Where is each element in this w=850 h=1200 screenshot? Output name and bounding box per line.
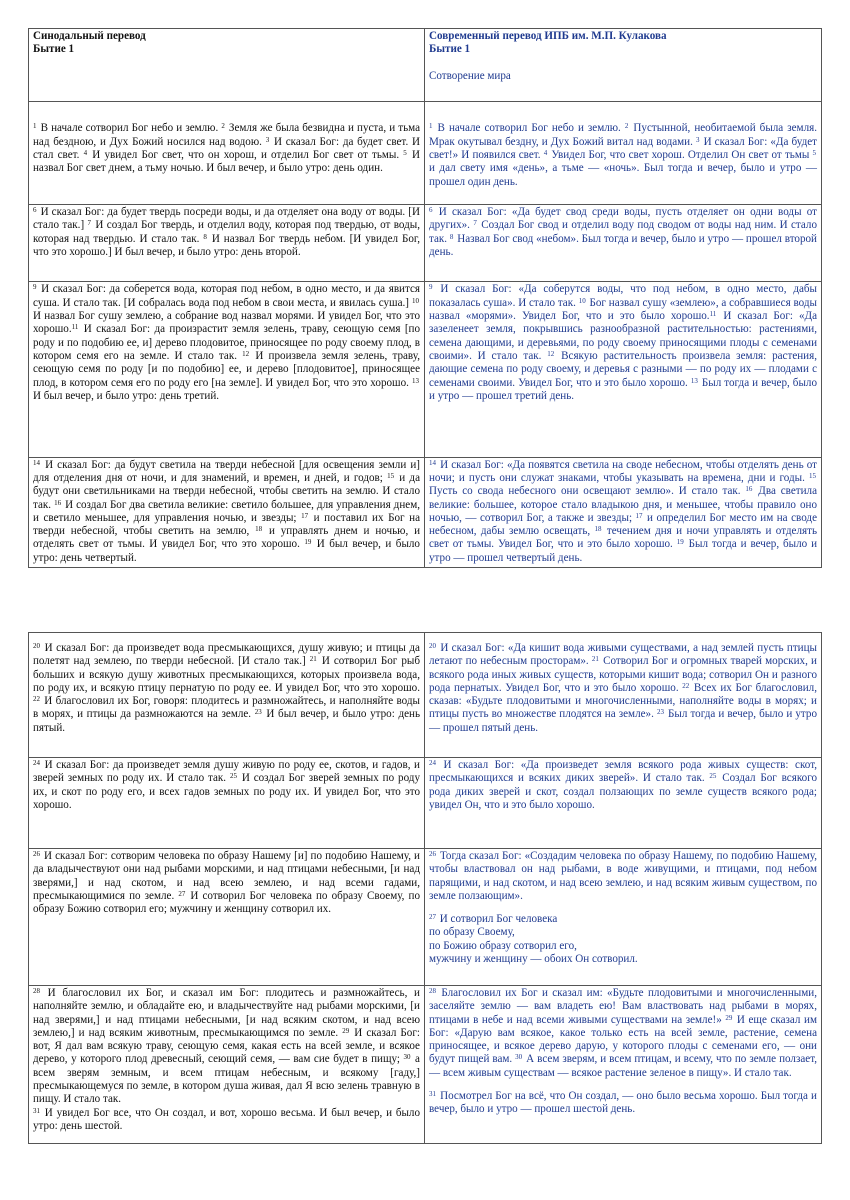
verse-text: Пустынной, необитаемой была земля. Мрак окутывал бездну, и Дух Божий витал над водами. [429,122,817,148]
verse-number: 25 [709,772,717,781]
verse-text: И сотворил Бог рыб больших и всякую душу животных пресмыкающихся, которых произвела вода, по роду их, и всякую птицу пернатую по роду ее. И увидел Бог, что это хорошо. [33,655,420,694]
synodal-verse-paragraph [33,459,420,565]
synodal-header-cell [29,29,425,101]
verse-text: Всякую растительность произвела земля: растения, дающие семена по роду своему, и деревья с разными — по роду их — плодами с семенами своими. Увидел Бог, что и это было хорошо. [429,349,817,389]
comparison-table-page-2 [28,632,822,1144]
verse-number: 14 [429,458,436,467]
verse-text: течением дня и ночи управлять и отделять свет от тьмы. Увидел Бог, что и это было хорошо. [429,525,818,551]
verse-number: 10 [412,296,419,305]
verse-number: 14 [33,458,40,467]
synodal-cell [29,986,425,1143]
verse-number: 4 [83,149,88,157]
verse-text: Благословил их Бог и сказал им: «Будьте плодовитыми и многочисленными, заселяйте землю — вам владеть ею! Вам властвовать над рыбами в морях, птицами в небе и над всеми живыми существами на земле!» [429,987,817,1026]
verse-number: 12 [242,349,250,358]
verse-text: И был вечер, и было утро: день пятый. [33,708,421,734]
synodal-cell [29,758,425,848]
verse-number: 25 [229,772,237,781]
modern-verse-paragraph [429,206,817,259]
verse-text: Земля же была безвидна и пуста, и тьма над бездною, и Дух Божий носился над водою. [33,122,420,148]
verse-text: И сказал Бог: «Да зазеленеет земля, покрывшись разнообразной растительностью: растениями, семена дающими, и деревьями, по роду своему приносящими плоды с семенами своими». И стало так. [429,310,818,362]
verse-text: И благословил их Бог, говоря: плодитесь и размножайтесь, и наполняйте воды в морях, и птицы да размножаются на земле. [33,695,420,721]
verse-text: В начале сотворил Бог небо и землю. [433,122,625,135]
verse-text: И сказал Бог: «Да будет свет!» И появился свет. [429,135,817,161]
verse-text: И сказал Бог: да будет твердь посреди воды, и да отделяет она воду от воды. [И стало так.] [33,206,420,232]
verse-number: 2 [624,122,629,131]
verse-text: И сказал Бог: «Да будет свод среди воды, пусть отделяет он одни воды от других». [429,206,817,232]
verse-number: 6 [429,206,433,215]
verse-number: 28 [429,987,436,995]
verse-text: И сказал Бог: да произрастит земля зелень, траву, сеющую семя [по роду и по подобию ее, и] дерево плодовитое, приносящее по роду своему плод, в котором семя его на земле. И стало так. [33,323,420,362]
verse-text: И был вечер, и было утро: день третий. [33,389,220,402]
modern-verse-paragraph [429,459,817,565]
verse-text: а всем зверям земным, и всем птицам небесным, и всякому [гаду,] пресмыкающемуся по земле, в котором душа живая, дал Я всю зелень травную в пищу. И стало так. [33,1053,420,1106]
verse-number: 2 [221,122,225,131]
verse-number: 11 [71,323,79,332]
verse-number: 5 [812,149,816,157]
synodal-verse-paragraph [33,850,420,916]
verse-number: 3 [695,135,700,144]
verse-text: И сказал Бог: «Да кишит вода живыми существами, а над землей пусть птицы летают по небесным просторам». [429,642,817,668]
modern-verse-paragraph [429,283,817,403]
modern-cell [425,849,821,985]
verse-text: и управлять днем и ночью, и отделять свет от тьмы. И увидел Бог, что это хорошо. [33,525,421,551]
verse-text: И сказал Бог: да будут светила на тверди небесной [для освещения земли и] для отделения дня от ночи, и для знамений, и времен, и дней, и годов; [33,458,420,484]
verse-text: и дал свету имя «день», а тьме — «ночь». Был тогда и вечер, было и утро — прошел один день. [429,162,817,188]
modern-cell [425,282,821,456]
modern-cell [425,986,821,1143]
verse-number: 16 [54,498,62,507]
synodal-cell [29,633,425,757]
verse-text: И еще сказал им Бог: «Дарую вам всякое, какое только есть на всей земле, растение, семена приносящее, и всякое дерево дарую, у которого плоды с семенами его, — они будут пищей вам. [429,1013,817,1066]
verse-number: 9 [429,283,433,292]
table-header-row [29,29,821,101]
verse-number: 5 [403,149,407,157]
modern-title: Современный перевод ИПБ им. М.П. Кулакова [429,30,667,42]
verse-number: 8 [203,232,207,241]
verse-number: 16 [745,485,753,494]
verse-row [29,204,821,281]
poem-line: мужчину и женщину — обоих Он сотворил. [429,953,638,966]
modern-header-cell [425,29,821,101]
verse-text: А всем зверям, и всем птицам, и всему, что по земле ползает, — всем живым существам — всякое растение зеленое в пищу». И стало так. [429,1053,817,1079]
synodal-verse-paragraph [33,759,420,812]
synodal-cell [29,102,425,204]
verse-text: Всех их Бог благословил, сказав: «Будьте плодовитыми и многочисленными, наполняйте воды в морях; и птицы пусть во множестве плодятся на земле». [429,681,817,721]
synodal-verse-paragraph [33,1107,420,1134]
verse-row [29,757,821,848]
verse-text: Был тогда и вечер, было и утро — прошел четвертый день. [429,538,818,564]
verse-text: Сотворил Бог и огромных тварей морских, и всякого рода иных живых существ, которыми кишит вода; сотворил Он и разного рода пернатых. Увидел Бог, что и это было хорошо. [429,655,817,694]
verse-text: Посмотрел Бог на всё, что Он создал, — оно было весьма хорошо. Был тогда и вечер, было и утро — прошел шестой день. [429,1090,817,1116]
synodal-verse-paragraph [33,283,420,403]
modern-verse-paragraph [429,642,817,735]
modern-verse-paragraph [429,987,817,1080]
verse-number: 4 [543,149,548,157]
verse-number: 13 [690,376,698,385]
verse-text: Был тогда и вечер, было и утро — прошел пятый день. [429,708,817,734]
verse-number: 20 [33,642,40,650]
verse-number: 13 [412,376,419,385]
verse-number: 31 [429,1090,436,1099]
verse-text: И сказал Бог: «Да соберутся воды, что под небом, в одно место, дабы показалась суша». И стало так. [429,283,817,309]
verse-text: И сказал Бог: да будет свет. И стал свет. [33,135,421,161]
verse-text: И создал Бог твердь, и отделил воду, которая под твердью, от воды, которая над твердью. И стало так. [33,219,420,245]
verse-number: 28 [33,987,40,995]
verse-text: И был вечер, и было утро: день четвертый. [33,538,420,564]
verse-text: Создал Бог свод и отделил воду под сводом от воды над ним. И стало так. [429,219,817,245]
verse-number: 23 [656,708,664,717]
modern-verse-paragraph [429,759,817,812]
verse-number: 19 [676,538,684,547]
verse-text: и да будут они светильниками на тверди небесной, чтобы светить на землю. И стало так. [33,471,420,511]
verse-number: 24 [429,759,436,767]
verse-text: И увидел Бог все, что Он создал, и вот, хорошо весьма. И был вечер, и было утро: день шестой. [33,1106,420,1132]
synodal-cell [29,849,425,985]
verse-text: И сказал Бог: да произведет земля душу живую по роду ее, скотов, и гадов, и зверей земных по роду их. И стало так. [33,759,420,785]
poem-line [429,913,817,926]
verse-number: 12 [547,349,555,358]
verse-number: 3 [265,135,270,144]
modern-verse-paragraph [429,850,817,903]
verse-text: Тогда сказал Бог: «Создадим человека по образу Нашему, по подобию Нашему, чтобы властвовал он над рыбами, в воде живущими, и птицами, под небом парящими, и над скотом, и над всею землею, и над всяким живым существом, по земле ползающим». [429,850,817,902]
verse-row [29,457,821,567]
verse-text: Бог назвал сушу «землею», а собравшиеся воды назвал «морями». Увидел Бог, что и это было хорошо. [429,296,817,323]
verse-number: 21 [591,655,599,664]
verse-text: И сказал Бог: сотворим человека по образу Нашему [и] по подобию Нашему, и да владычествуют они над рыбами морскими, и над птицами небесными, [и над зверями,] и над скотом, и над всею землею, и над всеми гадами, пресмыкающимися по земле. [33,850,420,902]
verse-number: 21 [309,655,317,664]
verse-text: и поставил их Бог на тверди небесной, чтобы светить на землю, [33,511,420,538]
verse-number: 22 [682,681,690,690]
verse-number: 24 [33,759,40,767]
verse-number: 9 [33,283,37,292]
synodal-verse-paragraph [33,206,420,259]
verse-text: И создал Бог два светила великие: светило большее, для управления днем, и светило меньшее, для управления ночью, и звезды; [33,498,420,524]
synodal-cell [29,205,425,281]
verse-text: Был тогда и вечер, было и утро — прошел третий день. [429,376,817,402]
verse-text: И назвал Бог свет днем, а тьму ночью. И был вечер, и было утро: день один. [33,149,420,175]
synodal-book: Бытие 1 [33,43,75,56]
verse-text: Пусть со свода небесного они освещают землю». И стало так. [429,485,746,498]
verse-number: 7 [473,219,477,228]
verse-text: И сказал Бог: вот, Я дал вам всякую траву, сеющую семя, какая есть на всей земле, и всякое дерево, у которого плод древесный, сеющий семя, — вам сие будет в пищу; [33,1026,420,1066]
verse-text: И создал Бог зверей земных по роду их, и скот по роду его, и всех гадов земных по роду их. И увидел Бог, что это хорошо. [33,772,421,811]
verse-number: 18 [594,525,602,534]
verse-text: и определил Бог место им на своде небесном, дабы землю освещать, [429,511,817,538]
verse-number: 18 [255,525,263,534]
verse-number: 26 [33,850,40,858]
modern-cell [425,458,821,567]
verse-text: Два светила великие: большее, которое стало владыкою дня, и меньшее, чтобы правило оно ночью, — сотворил Бог, а также и звезды; [429,485,817,524]
verse-number: 20 [429,642,436,650]
synodal-verse-paragraph [33,122,420,175]
verse-row [29,633,821,757]
verse-number: 10 [578,296,586,305]
verse-number: 31 [33,1106,40,1115]
verse-number: 29 [342,1026,350,1035]
comparison-table-page-1 [28,28,822,568]
verse-number: 17 [635,511,643,520]
verse-row [29,281,821,456]
synodal-verse-paragraph [33,642,420,735]
verse-text: И сказал Бог: «Да произведет земля всякого рода живых существ: скот, пресмыкающихся и всяких диких зверей». И стало так. [429,759,817,785]
verse-number: 17 [301,511,309,520]
modern-cell [425,633,821,757]
verse-number: 23 [254,708,262,717]
verse-text: И увидел Бог свет, что он хорош, и отделил Бог свет от тьмы. [88,149,404,161]
modern-cell [425,758,821,848]
verse-row [29,985,821,1143]
synodal-title: Синодальный перевод [33,30,146,42]
verse-number: 11 [709,310,717,319]
poem-text: И сотворил Бог человека [437,913,558,926]
verse-text: И благословил их Бог, и сказал им Бог: плодитесь и размножайтесь, и наполняйте землю, и обладайте ею, и владычествуйте над рыбами морскими, [и над зверями,] и над птицами небесными, [и над всяким скотом, и над всею землею,] и над всяким животным, пресмыкающимся по земле. [33,987,420,1039]
verse-text: И сказал Бог: да соберется вода, которая под небом, в одно место, и да явится суша. И стало так. [И собралась вода под небом в свои места, и явилась суша.] [33,283,420,309]
verse-number: 6 [33,206,37,215]
verse-number: 30 [403,1053,411,1062]
poem-block [429,913,817,966]
verse-text: Создал Бог всякого рода диких зверей и скот, создал ползающих по земле существ всякого рода; увидел Он, что и это было хорошо. [429,772,818,811]
verse-text: Назвал Бог свод «небом». Был тогда и вечер, было и утро — прошел второй день. [429,232,817,259]
verse-number: 30 [515,1053,523,1062]
modern-verse-paragraph [429,122,817,188]
verse-number: 22 [33,695,40,704]
modern-cell [425,205,821,281]
verse-row [29,101,821,204]
verse-text: В начале сотворил Бог небо и землю. [37,122,222,135]
synodal-cell [29,282,425,456]
verse-number: 7 [87,219,92,228]
verse-number: 27 [429,913,436,922]
verse-number: 8 [449,232,454,241]
modern-verse-paragraph [429,1090,817,1117]
verse-number: 1 [429,122,433,131]
verse-number: 15 [387,471,395,480]
verse-text: И сотворил Бог человека по образу Своему, по образу Божию сотворил его; мужчину и женщину сотворил их. [33,889,421,916]
verse-number: 15 [809,471,816,480]
verse-number: 19 [304,538,312,547]
synodal-verse-paragraph [33,987,420,1107]
verse-text: И сказал Бог: да произведет вода пресмыкающихся, душу живую; и птицы да полетят над землею, по тверди небесной. [И стало так.] [33,642,420,668]
section-subtitle: Сотворение мира [429,69,511,82]
verse-number: 27 [178,889,186,898]
modern-book: Бытие 1 [429,43,471,56]
verse-row [29,848,821,985]
verse-text: Увидел Бог, что свет хорош. Отделил Он свет от тьмы [548,149,813,161]
verse-text: И назвал Бог сушу землею, а собрание вод назвал морями. И увидел Бог, что это хорошо. [33,310,420,336]
verse-text: И сказал Бог: «Да появятся светила на своде небесном, чтобы отделять день от ночи; и пусть они служат знаками, чтобы указывать на времена, дни и годы. [429,458,817,484]
poem-line: по образу Своему, [429,926,515,939]
verse-number: 29 [725,1013,733,1022]
verse-text: И назвал Бог твердь небом. [И увидел Бог, что это хорошо.] И был вечер, и было утро: день второй. [33,232,420,259]
modern-cell [425,102,821,204]
verse-number: 26 [429,850,436,858]
verse-number: 1 [33,122,37,131]
poem-line: по Божию образу сотворил его, [429,939,577,952]
verse-text: И произвела земля зелень, траву, сеющую семя по роду [и по подобию] ее, и дерево [плодовитое], приносящее плод, в котором семя его по роду его [на земле]. И увидел Бог, что это хорошо. [33,349,421,389]
synodal-cell [29,458,425,567]
